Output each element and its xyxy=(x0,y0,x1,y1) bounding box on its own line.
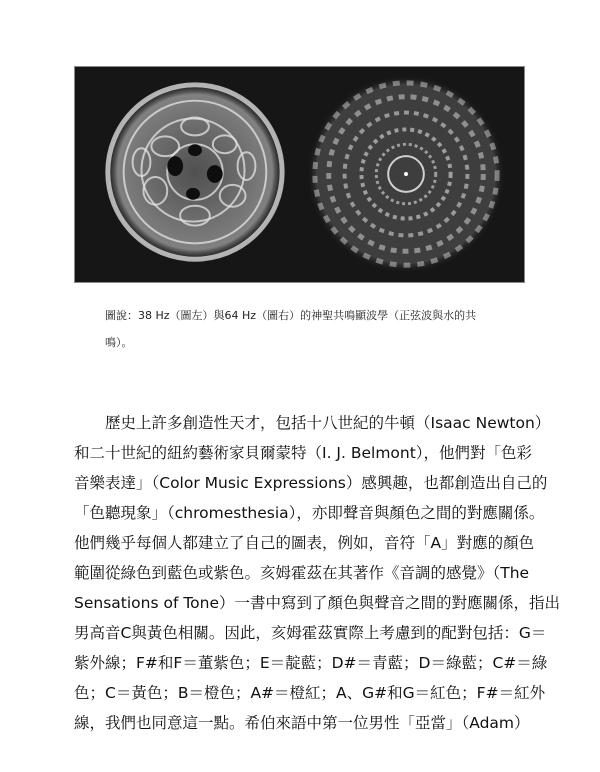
pattern-64hz xyxy=(307,75,505,273)
caption-line: 圖說：38 Hz（圖左）與64 Hz（圖右）的神聖共鳴顯波學（正弦波與水的共 xyxy=(105,309,477,322)
paragraph-line: 音樂表達」（Color Music Expressions）感興趣，也都創造出自己的 xyxy=(74,474,548,492)
paragraph-line: 範圍從綠色到藍色或紫色。亥姆霍茲在其著作《音調的感覺》（The xyxy=(74,564,530,582)
figure-caption xyxy=(105,302,525,356)
cymatics-image xyxy=(75,67,524,282)
paragraph-line: 線，我們也同意這一點。希伯來語中第一位男性「亞當」（Adam） xyxy=(74,714,530,732)
paragraph-line: Sensations of Tone）一書中寫到了顏色與聲音之間的對應關係，指出 xyxy=(74,594,561,612)
paragraph-line: 和二十世紀的紐約藝術家貝爾蒙特（I. J. Belmont），他們對「色彩 xyxy=(74,444,533,462)
paragraph-line: 「色聽現象」（chromesthesia），亦即聲音與顏色之間的對應關係。 xyxy=(74,504,545,522)
paragraph-line: 他們幾乎每個人都建立了自己的圖表，例如，音符「A」對應的顏色 xyxy=(74,534,535,552)
paragraph-line: 紫外線；F#和F＝董紫色；E＝靛藍；D#＝青藍；D＝綠藍；C#＝綠 xyxy=(74,654,548,672)
paragraph-line: 男高音C與黃色相關。因此，亥姆霍茲實際上考慮到的配對包括：G＝ xyxy=(74,624,547,642)
cymatics-figure xyxy=(74,66,525,283)
caption-line: 鳴）。 xyxy=(105,336,133,349)
paragraph-line: 歷史上許多創造性天才，包括十八世紀的牛頓（Isaac Newton） xyxy=(105,414,551,432)
paragraph-line: 色；C＝黃色；B＝橙色；A#＝橙紅；A、G#和G＝紅色；F#＝紅外 xyxy=(74,684,546,702)
pattern-38hz xyxy=(104,81,286,263)
body-paragraph xyxy=(74,408,561,738)
